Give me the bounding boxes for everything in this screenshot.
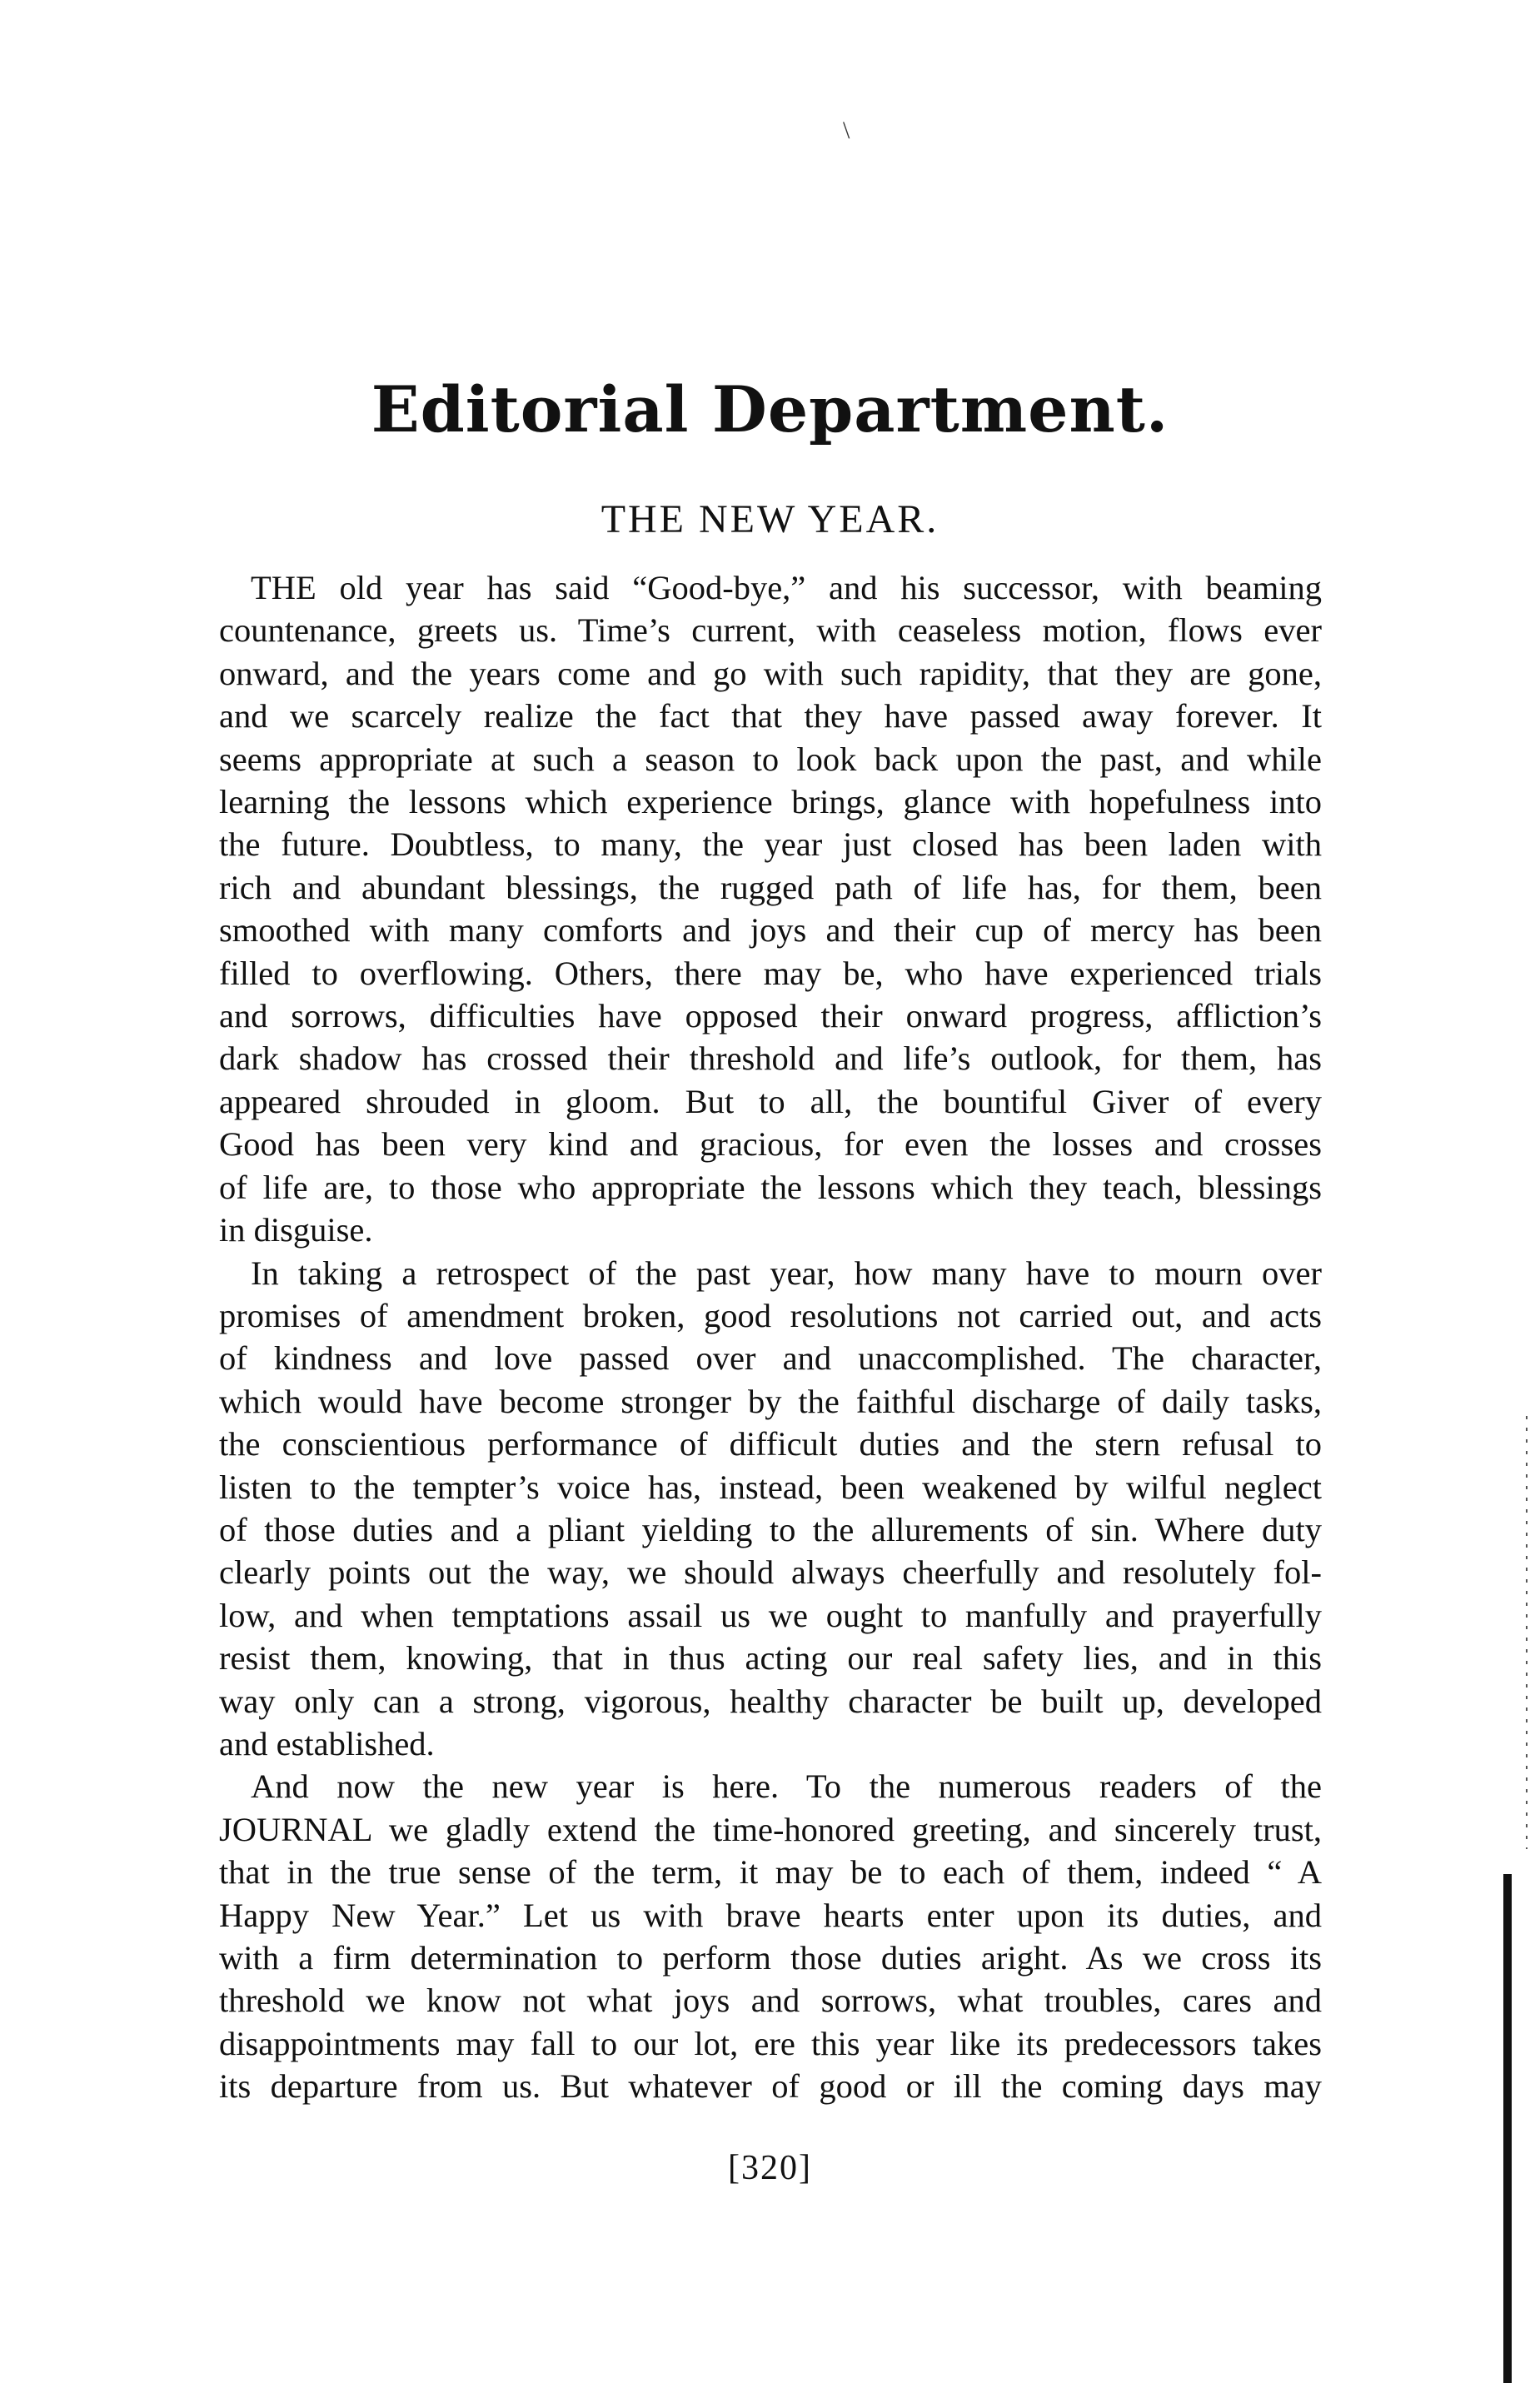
text-line: of kindness and love passed over and unaccomplished. The character,	[219, 1339, 1322, 1378]
text-line: clearly points out the way, we should always cheerfully and resolutely fol-	[219, 1553, 1322, 1592]
paragraph-2	[219, 1252, 1322, 1766]
text-line: in disguise.	[219, 1211, 373, 1249]
page-number: [320]	[728, 2149, 812, 2187]
text-line: and sorrows, difficulties have opposed their onward progress, affliction’s	[219, 997, 1322, 1035]
text-line: and we scarcely realize the fact that they have passed away forever. It	[219, 697, 1322, 735]
text-line: of those duties and a pliant yielding to the allurements of sin. Where duty	[219, 1510, 1322, 1548]
text-line: disappointments may fall to our lot, ere this year like its predecessors takes	[219, 2024, 1322, 2062]
text-line: which would have become stronger by the faithful discharge of daily tasks,	[219, 1382, 1322, 1420]
text-line: appeared shrouded in gloom. But to all, the bountiful Giver of every	[219, 1082, 1322, 1120]
text-line: countenance, greets us. Time’s current, with ceaseless motion, flows ever	[219, 611, 1322, 650]
text-line: Good has been very kind and gracious, for even the losses and crosses	[219, 1125, 1322, 1164]
text-line: that in the true sense of the term, it may be to each of them, indeed “ A	[219, 1853, 1322, 1892]
article-title: THE NEW YEAR.	[601, 497, 939, 541]
scan-margin-dots	[1526, 1416, 1528, 1849]
text-line: learning the lessons which experience brings, glance with hopefulness into	[219, 783, 1322, 821]
text-line: THE old year has said “Good-bye,” and his successor, with beaming	[251, 569, 1322, 606]
text-line: promises of amendment broken, good resolutions not carried out, and acts	[219, 1296, 1322, 1334]
article-body	[219, 566, 1322, 2108]
text-line: and established.	[219, 1724, 435, 1762]
text-line: rich and abundant blessings, the rugged path of life has, for them, been	[219, 868, 1322, 906]
text-line: filled to overflowing. Others, there may be, who have experienced trials	[219, 954, 1322, 992]
paragraph-3	[219, 1765, 1322, 2107]
text-line: with a firm determination to perform those duties aright. As we cross its	[219, 1939, 1322, 1977]
text-line: its departure from us. But whatever of good or ill the coming days may	[219, 2067, 1322, 2106]
paragraph-1	[219, 566, 1322, 1252]
scan-margin-rule	[1503, 1874, 1512, 2383]
text-line: listen to the tempter’s voice has, instead, been weakened by wilful neglect	[219, 1468, 1322, 1506]
text-line: the conscientious performance of difficult duties and the stern refusal to	[219, 1425, 1322, 1463]
text-line: resist them, knowing, that in thus acting our real safety lies, and in this	[219, 1639, 1322, 1678]
text-line: And now the new year is here. To the numerous readers of the	[251, 1767, 1322, 1806]
text-line: the future. Doubtless, to many, the year just closed has been laden with	[219, 825, 1322, 864]
text-line: JOURNAL we gladly extend the time-honored greeting, and sincerely trust,	[219, 1810, 1322, 1848]
text-line: way only can a strong, vigorous, healthy character be built up, developed	[219, 1682, 1322, 1720]
text-line: In taking a retrospect of the past year, how many have to mourn over	[251, 1254, 1322, 1292]
text-line: of life are, to those who appropriate the lessons which they teach, blessings	[219, 1168, 1322, 1206]
text-line: dark shadow has crossed their threshold and life’s outlook, for them, has	[219, 1039, 1322, 1078]
masthead: Editorial Department.	[371, 372, 1169, 446]
text-line: seems appropriate at such a season to look back upon the past, and while	[219, 740, 1322, 778]
header-mark: \	[843, 117, 850, 144]
text-line: Happy New Year.” Let us with brave hearts enter upon its duties, and	[219, 1896, 1322, 1934]
text-line: threshold we know not what joys and sorrows, what troubles, cares and	[219, 1982, 1322, 2020]
text-line: onward, and the years come and go with such rapidity, that they are gone,	[219, 654, 1322, 692]
text-line: smoothed with many comforts and joys and their cup of mercy has been	[219, 911, 1322, 950]
text-line: low, and when temptations assail us we ought to manfully and prayerfully	[219, 1596, 1322, 1634]
